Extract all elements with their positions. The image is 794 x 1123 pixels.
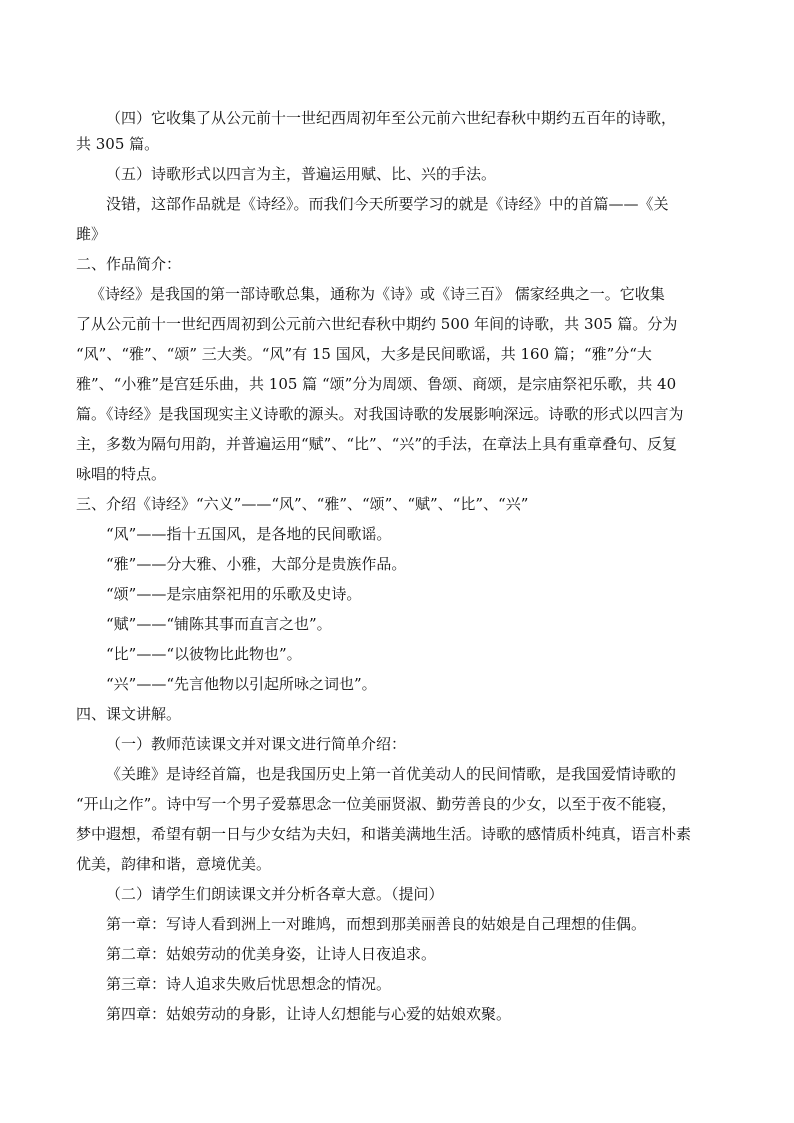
paragraph-line: 了从公元前十一世纪西周初到公元前六世纪春秋中期约 500 年间的诗歌，共 305 篇。分为 xyxy=(76,315,678,333)
paragraph-line: “风”、“雅”、“颂” 三大类。“风”有 15 国风，大多是民间歌谣，共 160 篇；“雅”分“大 xyxy=(76,345,652,363)
section-heading-2: 二、作品简介： xyxy=(76,255,182,273)
definition-line-xing: “兴”——“先言他物以引起所咏之词也”。 xyxy=(106,675,377,693)
paragraph-line: 《关雎》是诗经首篇，也是我国历史上第一首优美动人的民间情歌，是我国爱情诗歌的 xyxy=(106,765,677,783)
definition-line-ya: “雅”——分大雅、小雅，大部分是贵族作品。 xyxy=(106,555,407,573)
paragraph-line: 雎》 xyxy=(76,225,107,243)
definition-line-feng: “风”——指十五国风，是各地的民间歌谣。 xyxy=(106,525,392,543)
paragraph-line: 优美，韵律和谐，意境优美。 xyxy=(76,855,272,873)
definition-line-song: “颂”——是宗庙祭祀用的乐歌及史诗。 xyxy=(106,585,362,603)
section-heading-4: 四、课文讲解。 xyxy=(76,705,182,723)
paragraph-line: 梦中遐想，希望有朝一日与少女结为夫妇，和谐美满地生活。诗歌的感情质朴纯真，语言朴素 xyxy=(76,825,692,843)
paragraph-line: 雅”、“小雅”是宫廷乐曲，共 105 篇 “颂”分为周颂、鲁颂、商颂，是宗庙祭祀乐歌，共 40 xyxy=(76,375,677,393)
paragraph-line: 主，多数为隔句用韵，并普遍运用“赋”、“比”、“兴”的手法，在章法上具有重章叠句、反复 xyxy=(76,435,678,453)
chapter-summary-1: 第一章：写诗人看到洲上一对雎鸠，而想到那美丽善良的姑娘是自己理想的佳偶。 xyxy=(106,915,647,933)
paragraph-line: （四）它收集了从公元前十一世纪西周初年至公元前六世纪春秋中期约五百年的诗歌， xyxy=(106,109,677,127)
section-heading-3: 三、介绍《诗经》“六义”——“风”、“雅”、“颂”、“赋”、“比”、“兴” xyxy=(76,495,529,513)
paragraph-line: “开山之作”。诗中写一个男子爱慕思念一位美丽贤淑、勤劳善良的少女，以至于夜不能寝， xyxy=(76,795,677,813)
chapter-summary-3: 第三章：诗人追求失败后忧思想念的情况。 xyxy=(106,975,392,993)
paragraph-line: 咏唱的特点。 xyxy=(76,465,167,483)
definition-line-bi: “比”——“以彼物比此物也”。 xyxy=(106,645,302,663)
paragraph-line: （五）诗歌形式以四言为主，普遍运用赋、比、兴的手法。 xyxy=(106,165,497,183)
chapter-summary-2: 第二章：姑娘劳动的优美身姿，让诗人日夜追求。 xyxy=(106,945,437,963)
paragraph-line: 没错，这部作品就是《诗经》。而我们今天所要学习的就是《诗经》中的首篇——《关 xyxy=(106,195,669,213)
subheading-line: （一）教师范读课文并对课文进行简单介绍： xyxy=(106,735,407,753)
paragraph-line: 《诗经》是我国的第一部诗歌总集，通称为《诗》或《诗三百》 儒家经典之一。它收集 xyxy=(90,285,665,303)
paragraph-line: 共 305 篇。 xyxy=(76,135,160,153)
subheading-line: （二）请学生们朗读课文并分析各章大意。（提问） xyxy=(106,885,444,903)
paragraph-line: 篇。《诗经》是我国现实主义诗歌的源头。对我国诗歌的发展影响深远。诗歌的形式以四言为 xyxy=(76,405,684,423)
definition-line-fu: “赋”——“铺陈其事而直言之也”。 xyxy=(106,615,332,633)
chapter-summary-4: 第四章：姑娘劳动的身影，让诗人幻想能与心爱的姑娘欢聚。 xyxy=(106,1005,512,1023)
